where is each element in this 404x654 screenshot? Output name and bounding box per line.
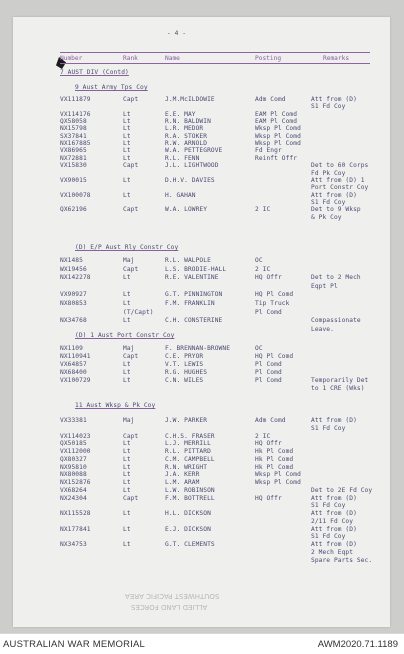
remarks: Port Constr Coy [311,184,369,191]
bleed-through-text-1: SOUTHWEST PACIFIC AREA [125,592,220,600]
remarks: S1 Fd Coy [311,533,346,540]
header-rule-bottom [60,63,370,64]
posting: Adm Comd [255,417,286,424]
officer-name: E.E. MAY [165,111,196,118]
rank: Maj [123,417,135,424]
column-header-number: Number [60,55,83,62]
group-title: (D) 1 Aust Port Constr Coy [75,332,175,339]
posting: HQ Pl Comd [255,291,294,298]
service-number: WX19456 [60,266,87,273]
rank: Lt [123,125,131,132]
posting: Wksp Pl Comd [255,140,301,147]
rank: Lt [123,526,131,533]
rank: (T/Capt) [123,309,154,316]
remarks: Leave. [311,326,334,333]
posting: Pl Comd [255,377,282,384]
officer-name: F.M. FRANKLIN [165,300,215,307]
service-number: VX114023 [60,433,91,440]
service-number: NX72881 [60,155,87,162]
posting: Pl Comd [255,361,282,368]
officer-name: R.N. BALDWIN [165,118,211,125]
officer-name: L.W. ROBINSON [165,487,215,494]
rank: Lt [123,192,131,199]
remarks: Att from (D) [311,417,357,424]
service-number: VX111879 [60,96,91,103]
service-number: SX37841 [60,133,87,140]
officer-name: V.T. LEWIS [165,361,204,368]
officer-name: E.J. DICKSON [165,526,211,533]
posting: Wksp Pl Comd [255,479,301,486]
service-number: NX115528 [60,510,91,517]
officer-name: F. BRENNAN-BROWNE [165,345,231,352]
posting: Reinft Offr [255,155,298,162]
service-number: NX142278 [60,274,91,281]
officer-name: R.A. STOKER [165,133,208,140]
column-header-posting: Posting [255,55,282,62]
rank: Lt [123,369,131,376]
rank: Lt [123,317,131,324]
service-number: NX110941 [60,353,91,360]
service-number: QX58058 [60,118,87,125]
archive-footer [0,633,404,654]
rank: Lt [123,471,131,478]
officer-name: C.H. CONSTERINE [165,317,223,324]
officer-name: D.H.V. DAVIES [165,177,215,184]
rank: Lt [123,456,131,463]
service-number: NX24304 [60,495,87,502]
posting: Hk Pl Comd [255,448,294,455]
officer-name: R.L. FENN [165,155,200,162]
section-title: 7 AUST DIV (Contd) [60,69,129,76]
remarks: Att from (D) [311,96,357,103]
rank: Lt [123,487,131,494]
remarks: S1 Fd Coy [311,103,346,110]
remarks: Det to 2 Mech [311,274,361,281]
officer-name: J.M.McILDOWIE [165,96,215,103]
service-number: VX33381 [60,417,87,424]
service-number: VX90927 [60,291,87,298]
posting: HQ Offr [255,495,282,502]
remarks: Temporarily Det [311,377,369,384]
remarks: to 1 CRE (Wks) [311,385,365,392]
remarks: Spare Parts Sec. [311,557,373,564]
posting: HQ Offr [255,440,282,447]
officer-name: J.A. KERR [165,471,200,478]
officer-name: J.W. PARKER [165,417,208,424]
officer-name: G.T. PINNINGTON [165,291,223,298]
officer-name: H.L. DICKSON [165,510,211,517]
officer-name: L.S. BRODIE-HALL [165,266,227,273]
officer-name: R.L. PITTARD [165,448,211,455]
service-number: VX86965 [60,147,87,154]
officer-name: R.L. WALPOLE [165,257,211,264]
column-header-remarks: Remarks [323,55,350,62]
service-number: VX114176 [60,111,91,118]
posting: EAM Pl Comd [255,111,298,118]
page-number: - 4 - [167,30,187,37]
officer-name: G.T. CLEMENTS [165,541,215,548]
rank: Capt [123,353,139,360]
column-header-rank: Rank [123,55,138,62]
remarks: Att from (D) [311,495,357,502]
rank: Lt [123,133,131,140]
rank: Lt [123,140,131,147]
remarks: Att from (D) 1 [311,177,365,184]
column-header-name: Name [165,55,180,62]
rank: Capt [123,162,139,169]
posting: HQ Offr [255,274,282,281]
officer-name: R.N. WRIGHT [165,464,208,471]
remarks: Det to 2E Fd Coy [311,487,373,494]
rank: Capt [123,96,139,103]
officer-name: C.E. PRYOR [165,353,204,360]
rank: Lt [123,300,131,307]
remarks: S1 Fd Coy [311,502,346,509]
service-number: NX1109 [60,345,83,352]
service-number: VX15830 [60,162,87,169]
bleed-through-text-2: ALLIED LAND FORCES [131,603,208,611]
footer-record-id: AWM2020.71.1189 [317,639,398,650]
service-number: NX152876 [60,479,91,486]
remarks: S1 Fd Coy [311,425,346,432]
posting: Wksp Pl Comd [255,471,301,478]
rank: Lt [123,541,131,548]
rank: Maj [123,257,135,264]
posting: Fd Engr [255,147,282,154]
service-number: NX167885 [60,140,91,147]
footer-institution: AUSTRALIAN WAR MEMORIAL [3,639,146,650]
posting: OC [255,257,263,264]
service-number: VX100078 [60,192,91,199]
officer-name: L.M. ARAM [165,479,200,486]
rank: Lt [123,377,131,384]
rank: Lt [123,479,131,486]
remarks: Eqpt Pl [311,283,338,290]
rank: Lt [123,510,131,517]
service-number: NX177841 [60,526,91,533]
rank: Capt [123,206,139,213]
posting: 2 IC [255,266,271,273]
service-number: VX64857 [60,361,87,368]
service-number: QX50185 [60,440,87,447]
service-number: NX80853 [60,300,87,307]
service-number: VX90015 [60,177,87,184]
rank: Capt [123,266,139,273]
rank: Capt [123,495,139,502]
rank: Lt [123,291,131,298]
posting: Hk Pl Comd [255,464,294,471]
officer-name: H. GAHAN [165,192,196,199]
service-number: VX100729 [60,377,91,384]
rank: Lt [123,274,131,281]
posting: Hk Pl Comd [255,456,294,463]
service-number: NX1485 [60,257,83,264]
service-number: VX112000 [60,448,91,455]
posting: 2 IC [255,433,271,440]
remarks: & Pk Coy [311,214,342,221]
posting: Pl Comd [255,369,282,376]
officer-name: J.L. LIGHTWOOD [165,162,219,169]
rank: Lt [123,361,131,368]
rank: Lt [123,448,131,455]
group-title: (D) E/P Aust Rly Constr Coy [75,244,179,251]
rank: Lt [123,464,131,471]
posting: 2 IC [255,206,271,213]
officer-name: R.E. VALENTINE [165,274,219,281]
posting: Adm Comd [255,96,286,103]
service-number: NX34753 [60,541,87,548]
remarks: Det to 60 Corps [311,162,369,169]
officer-name: W.A. LOWREY [165,206,208,213]
remarks: 2 Mech Eqpt [311,549,354,556]
service-number: NX80088 [60,471,87,478]
posting: HQ Pl Comd [255,353,294,360]
service-number: QX80327 [60,456,87,463]
posting: EAM Pl Comd [255,118,298,125]
posting: Wksp Pl Comd [255,125,301,132]
remarks: Att from (D) [311,192,357,199]
service-number: NX68400 [60,369,87,376]
posting: Pl Comd [255,309,282,316]
rank: Capt [123,433,139,440]
rank: Lt [123,440,131,447]
document-page [13,17,390,627]
remarks: Att from (D) [311,510,357,517]
service-number: VX68264 [60,487,87,494]
officer-name: L.J. MERRILL [165,440,211,447]
remarks: Att from (D) [311,526,357,533]
rank: Maj [123,345,135,352]
group-title: 11 Aust Wksp & Pk Coy [75,402,156,409]
remarks: 2/11 Fd Coy [311,518,354,525]
officer-name: R.G. HUGHES [165,369,208,376]
rank: Lt [123,177,131,184]
remarks: Att from (D) [311,541,357,548]
remarks: Fd Pk Coy [311,170,346,177]
officer-name: C.N. WILES [165,377,204,384]
service-number: QX62196 [60,206,87,213]
remarks: S1 Fd Coy [311,199,346,206]
posting: Wksp Pl Comd [255,133,301,140]
rank: Lt [123,155,131,162]
service-number: NX34768 [60,317,87,324]
officer-name: R.W. ARNOLD [165,140,208,147]
rank: Lt [123,118,131,125]
officer-name: L.R. MEDOR [165,125,204,132]
remarks: Det to 9 Wksp [311,206,361,213]
service-number: NX95810 [60,464,87,471]
officer-name: W.A. PETTEGROVE [165,147,223,154]
remarks: Compassionate [311,317,361,324]
officer-name: C.M. CAMPBELL [165,456,215,463]
group-title: 9 Aust Army Tps Coy [75,84,148,91]
officer-name: C.H.S. FRASER [165,433,215,440]
service-number: NX15798 [60,125,87,132]
rank: Lt [123,111,131,118]
header-rule-top [60,52,370,53]
posting: Tip Truck [255,300,290,307]
officer-name: F.M. BOTTRELL [165,495,215,502]
rank: Lt [123,147,131,154]
posting: OC [255,345,263,352]
